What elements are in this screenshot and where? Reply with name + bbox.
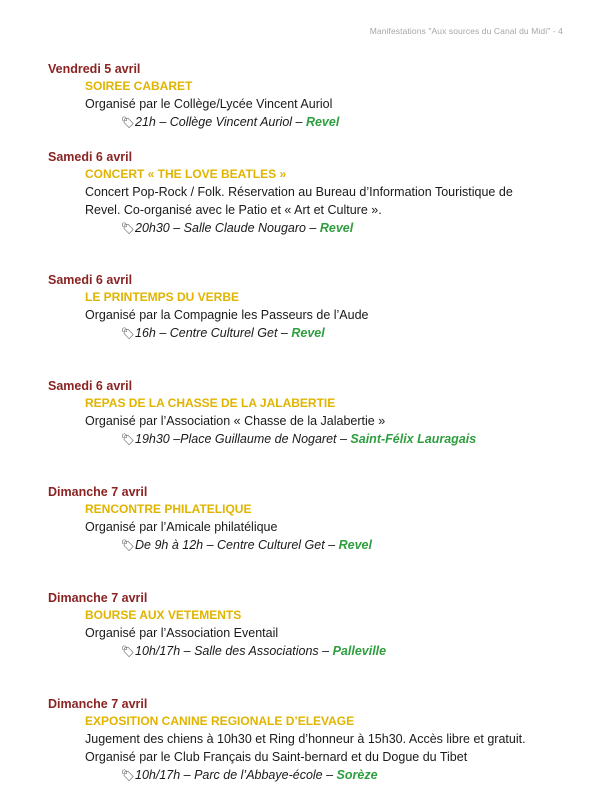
event-block [48, 484, 568, 555]
tag-icon: 🏷 [121, 770, 135, 782]
event-location [121, 324, 568, 343]
event-location [121, 766, 568, 785]
event-time-place: 16h – Centre Culturel Get – [135, 326, 292, 340]
tag-icon: 🏷 [121, 328, 135, 340]
event-town: Sorèze [336, 768, 378, 782]
event-title: CONCERT « THE LOVE BEATLES » [85, 167, 287, 181]
tag-icon: 🏷 [121, 646, 135, 658]
event-description: Organisé par l’Association Eventail [85, 626, 279, 640]
event-town: Revel [338, 538, 372, 552]
event-time-place: 20h30 – Salle Claude Nougaro – [135, 221, 320, 235]
event-location [121, 113, 568, 132]
page-header: Manifestations "Aux sources du Canal du Midi" - 4 [369, 26, 563, 36]
event-date: Vendredi 5 avril [48, 62, 141, 76]
event-date: Dimanche 7 avril [48, 485, 148, 499]
event-location [121, 219, 568, 238]
event-block [48, 149, 568, 238]
event-date: Dimanche 7 avril [48, 591, 148, 605]
event-date: Samedi 6 avril [48, 379, 133, 393]
event-description: Jugement des chiens à 10h30 et Ring d’honneur à 15h30. Accès libre et gratuit. [85, 732, 526, 746]
event-title: BOURSE AUX VETEMENTS [85, 608, 242, 622]
event-description: Concert Pop-Rock / Folk. Réservation au Bureau d’Information Touristique de [85, 185, 513, 199]
event-description: Organisé par la Compagnie les Passeurs de l’Aude [85, 308, 369, 322]
event-date: Dimanche 7 avril [48, 697, 148, 711]
event-date: Samedi 6 avril [48, 273, 133, 287]
event-time-place: 21h – Collège Vincent Auriol – [135, 115, 306, 129]
tag-icon: 🏷 [121, 223, 135, 235]
tag-icon: 🏷 [121, 434, 135, 446]
event-time-place: 19h30 –Place Guillaume de Nogaret – [135, 432, 351, 446]
event-description: Organisé par l’Association « Chasse de la Jalabertie » [85, 414, 386, 428]
event-description: Organisé par le Collège/Lycée Vincent Auriol [85, 97, 333, 111]
event-location [121, 536, 568, 555]
event-town: Revel [319, 221, 354, 235]
event-title: EXPOSITION CANINE REGIONALE D’ELEVAGE [85, 714, 355, 728]
event-block [48, 590, 568, 661]
event-description: Organisé par le Club Français du Saint-bernard et du Dogue du Tibet [85, 750, 468, 764]
event-description: Revel. Co-organisé avec le Patio et « Art et Culture ». [85, 203, 382, 217]
event-location [121, 642, 568, 661]
event-time-place: De 9h à 12h – Centre Culturel Get – [135, 538, 339, 552]
event-town: Revel [305, 115, 340, 129]
event-time-place: 10h/17h – Salle des Associations – [135, 644, 333, 658]
event-block [48, 272, 568, 343]
event-title: LE PRINTEMPS DU VERBE [85, 290, 240, 304]
event-town: Saint-Félix Lauragais [350, 432, 477, 446]
event-block [48, 378, 568, 449]
event-title: RENCONTRE PHILATELIQUE [85, 502, 252, 516]
event-title: REPAS DE LA CHASSE DE LA JALABERTIE [85, 396, 336, 410]
event-block [48, 696, 568, 785]
event-time-place: 10h/17h – Parc de l’Abbaye-école – [135, 768, 337, 782]
event-title: SOIREE CABARET [85, 79, 193, 93]
event-town: Palleville [332, 644, 387, 658]
event-description: Organisé par l’Amicale philatélique [85, 520, 278, 534]
event-location [121, 430, 568, 449]
tag-icon: 🏷 [121, 540, 135, 552]
event-town: Revel [291, 326, 325, 340]
event-block [48, 61, 568, 132]
tag-icon: 🏷 [121, 117, 135, 129]
event-date: Samedi 6 avril [48, 150, 133, 164]
